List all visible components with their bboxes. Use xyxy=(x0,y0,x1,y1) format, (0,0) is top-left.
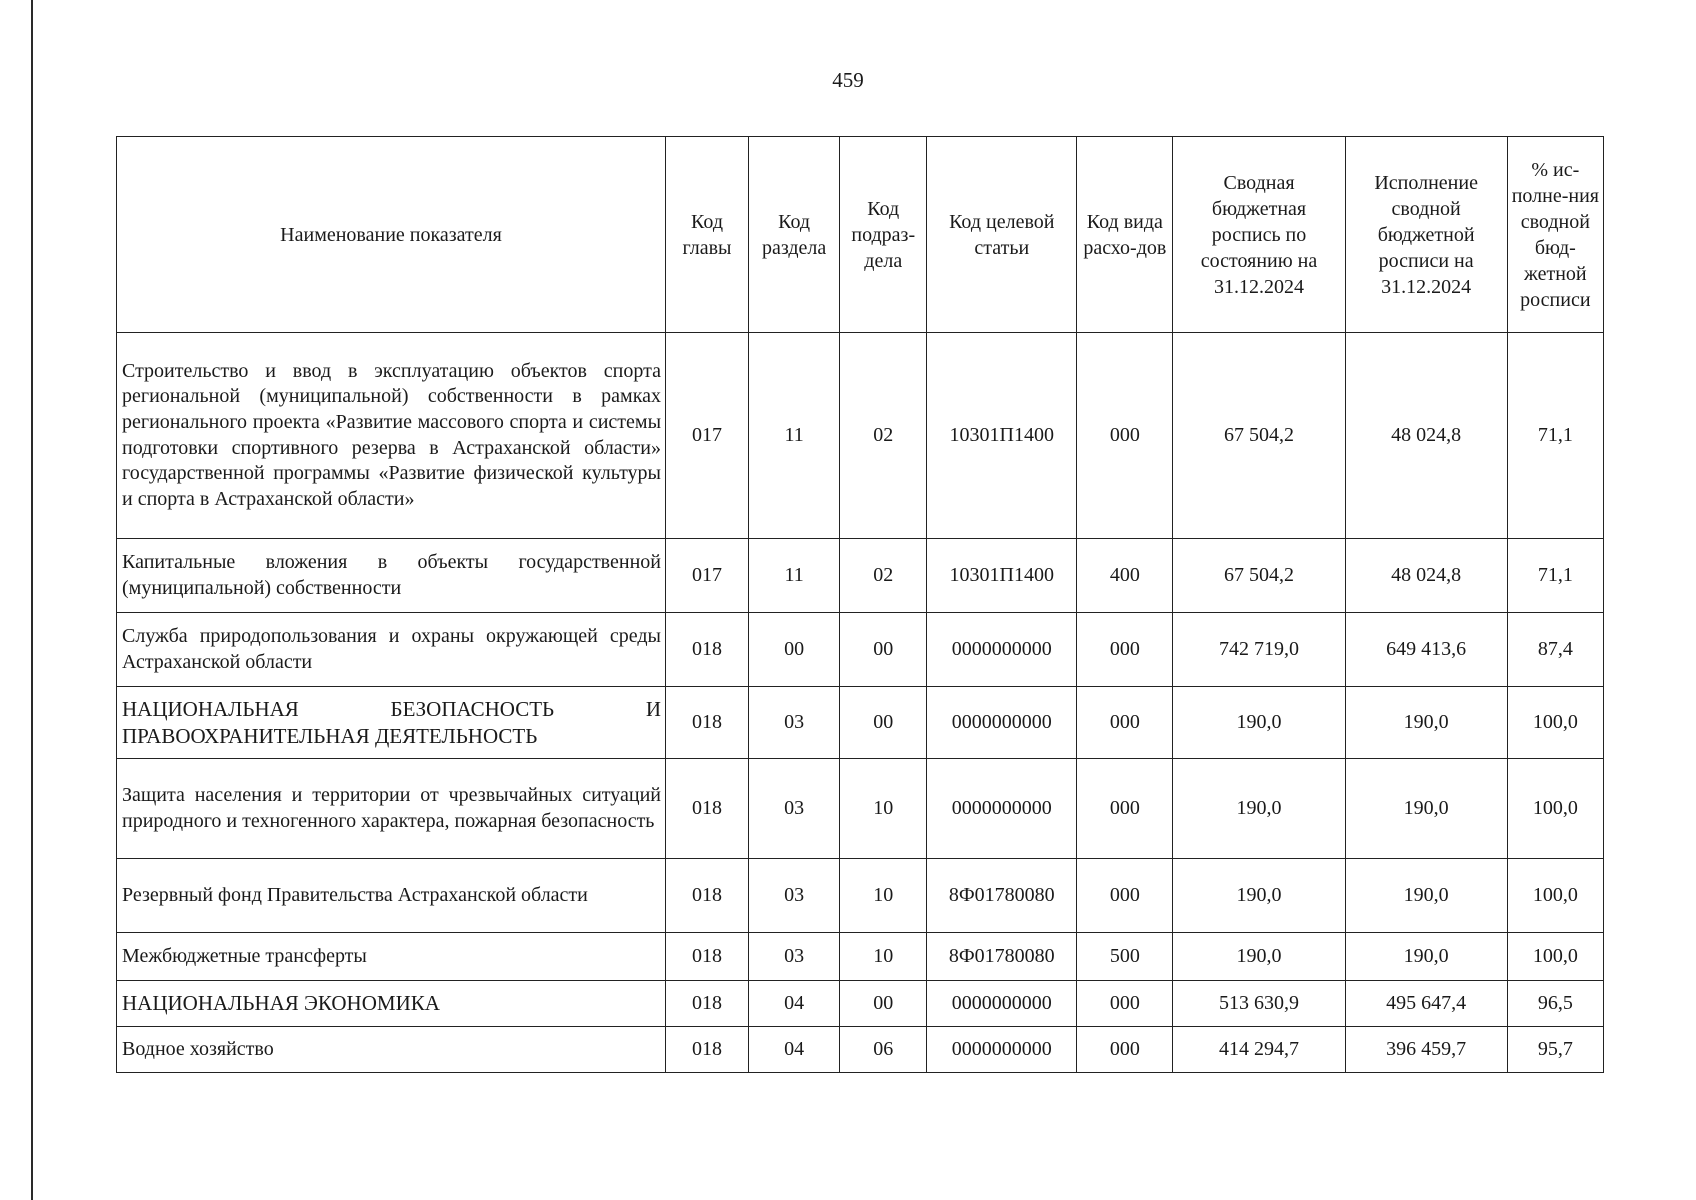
row-name: НАЦИОНАЛЬНАЯ ЭКОНОМИКА xyxy=(117,981,666,1027)
row-section: 11 xyxy=(749,333,840,539)
row-section: 03 xyxy=(749,859,840,933)
header-section: Код раздела xyxy=(749,137,840,333)
row-budget: 414 294,7 xyxy=(1173,1027,1345,1073)
table-row xyxy=(117,539,1604,613)
row-section: 04 xyxy=(749,981,840,1027)
row-subsection: 00 xyxy=(840,613,927,687)
row-expense-type: 000 xyxy=(1077,981,1173,1027)
row-percent: 100,0 xyxy=(1507,859,1603,933)
row-execution: 190,0 xyxy=(1345,687,1507,759)
row-subsection: 06 xyxy=(840,1027,927,1073)
row-budget: 190,0 xyxy=(1173,933,1345,981)
row-target: 0000000000 xyxy=(927,1027,1077,1073)
row-percent: 95,7 xyxy=(1507,1027,1603,1073)
row-name: Капитальные вложения в объекты государственной (муниципальной) собственности xyxy=(117,539,666,613)
table-row xyxy=(117,759,1604,859)
row-execution: 396 459,7 xyxy=(1345,1027,1507,1073)
row-percent: 100,0 xyxy=(1507,933,1603,981)
row-budget: 190,0 xyxy=(1173,759,1345,859)
row-expense-type: 500 xyxy=(1077,933,1173,981)
row-percent: 96,5 xyxy=(1507,981,1603,1027)
row-chapter: 018 xyxy=(666,1027,749,1073)
header-name: Наименование показателя xyxy=(117,137,666,333)
page-number: 459 xyxy=(832,68,864,92)
row-percent: 100,0 xyxy=(1507,759,1603,859)
row-execution: 649 413,6 xyxy=(1345,613,1507,687)
row-expense-type: 000 xyxy=(1077,859,1173,933)
row-budget: 67 504,2 xyxy=(1173,333,1345,539)
row-section: 11 xyxy=(749,539,840,613)
header-target: Код целевой статьи xyxy=(927,137,1077,333)
row-expense-type: 000 xyxy=(1077,613,1173,687)
row-budget: 513 630,9 xyxy=(1173,981,1345,1027)
row-name: Межбюджетные трансферты xyxy=(117,933,666,981)
row-percent: 71,1 xyxy=(1507,333,1603,539)
row-name: НАЦИОНАЛЬНАЯ БЕЗОПАСНОСТЬ И ПРАВООХРАНИТЕЛЬНАЯ ДЕЯТЕЛЬНОСТЬ xyxy=(117,687,666,759)
row-execution: 495 647,4 xyxy=(1345,981,1507,1027)
row-target: 0000000000 xyxy=(927,687,1077,759)
row-subsection: 02 xyxy=(840,539,927,613)
row-target: 0000000000 xyxy=(927,613,1077,687)
row-expense-type: 000 xyxy=(1077,687,1173,759)
row-name: Служба природопользования и охраны окружающей среды Астраханской области xyxy=(117,613,666,687)
row-chapter: 018 xyxy=(666,859,749,933)
header-budget: Сводная бюджетная роспись по состоянию на 31.12.2024 xyxy=(1173,137,1345,333)
row-percent: 100,0 xyxy=(1507,687,1603,759)
row-execution: 190,0 xyxy=(1345,759,1507,859)
row-chapter: 018 xyxy=(666,759,749,859)
table-row xyxy=(117,981,1604,1027)
row-target: 10301П1400 xyxy=(927,333,1077,539)
row-section: 04 xyxy=(749,1027,840,1073)
row-chapter: 018 xyxy=(666,981,749,1027)
row-budget: 190,0 xyxy=(1173,859,1345,933)
row-section: 03 xyxy=(749,759,840,859)
row-execution: 48 024,8 xyxy=(1345,333,1507,539)
table-row xyxy=(117,333,1604,539)
row-target: 8Ф01780080 xyxy=(927,933,1077,981)
row-percent: 87,4 xyxy=(1507,613,1603,687)
row-execution: 190,0 xyxy=(1345,933,1507,981)
row-budget: 67 504,2 xyxy=(1173,539,1345,613)
row-percent: 71,1 xyxy=(1507,539,1603,613)
row-target: 10301П1400 xyxy=(927,539,1077,613)
row-budget: 190,0 xyxy=(1173,687,1345,759)
row-subsection: 10 xyxy=(840,933,927,981)
row-section: 00 xyxy=(749,613,840,687)
table-header-row xyxy=(117,137,1604,333)
row-subsection: 10 xyxy=(840,859,927,933)
row-section: 03 xyxy=(749,687,840,759)
row-subsection: 02 xyxy=(840,333,927,539)
row-chapter: 018 xyxy=(666,687,749,759)
row-subsection: 00 xyxy=(840,687,927,759)
row-name: Водное хозяйство xyxy=(117,1027,666,1073)
row-expense-type: 000 xyxy=(1077,333,1173,539)
table-row xyxy=(117,613,1604,687)
row-chapter: 017 xyxy=(666,333,749,539)
row-chapter: 018 xyxy=(666,613,749,687)
header-percent: % ис-полне-ния сводной бюд-жетной росписи xyxy=(1507,137,1603,333)
row-target: 0000000000 xyxy=(927,759,1077,859)
row-execution: 190,0 xyxy=(1345,859,1507,933)
row-execution: 48 024,8 xyxy=(1345,539,1507,613)
header-chapter: Код главы xyxy=(666,137,749,333)
row-expense-type: 000 xyxy=(1077,1027,1173,1073)
row-target: 8Ф01780080 xyxy=(927,859,1077,933)
table-row xyxy=(117,1027,1604,1073)
binding-margin-line xyxy=(31,0,33,1200)
row-section: 03 xyxy=(749,933,840,981)
table-row xyxy=(117,859,1604,933)
header-expense-type: Код вида расхо-дов xyxy=(1077,137,1173,333)
row-target: 0000000000 xyxy=(927,981,1077,1027)
row-chapter: 017 xyxy=(666,539,749,613)
header-subsection: Код подраз-дела xyxy=(840,137,927,333)
table-row xyxy=(117,687,1604,759)
row-name: Защита населения и территории от чрезвычайных ситуаций природного и техногенного характера, пожарная безопасность xyxy=(117,759,666,859)
row-name: Строительство и ввод в эксплуатацию объектов спорта региональной (муниципальной) собственности в рамках регионального проекта «Развитие массового спорта и системы подготовки спортивного резерва в Астраханской области» государственной программы «Развитие физической культуры и спорта в Астраханской области» xyxy=(117,333,666,539)
row-name: Резервный фонд Правительства Астраханской области xyxy=(117,859,666,933)
row-subsection: 00 xyxy=(840,981,927,1027)
row-subsection: 10 xyxy=(840,759,927,859)
budget-table xyxy=(116,136,1604,1073)
row-chapter: 018 xyxy=(666,933,749,981)
row-budget: 742 719,0 xyxy=(1173,613,1345,687)
row-expense-type: 000 xyxy=(1077,759,1173,859)
header-execution: Исполнение сводной бюджетной росписи на 31.12.2024 xyxy=(1345,137,1507,333)
table-row xyxy=(117,933,1604,981)
row-expense-type: 400 xyxy=(1077,539,1173,613)
